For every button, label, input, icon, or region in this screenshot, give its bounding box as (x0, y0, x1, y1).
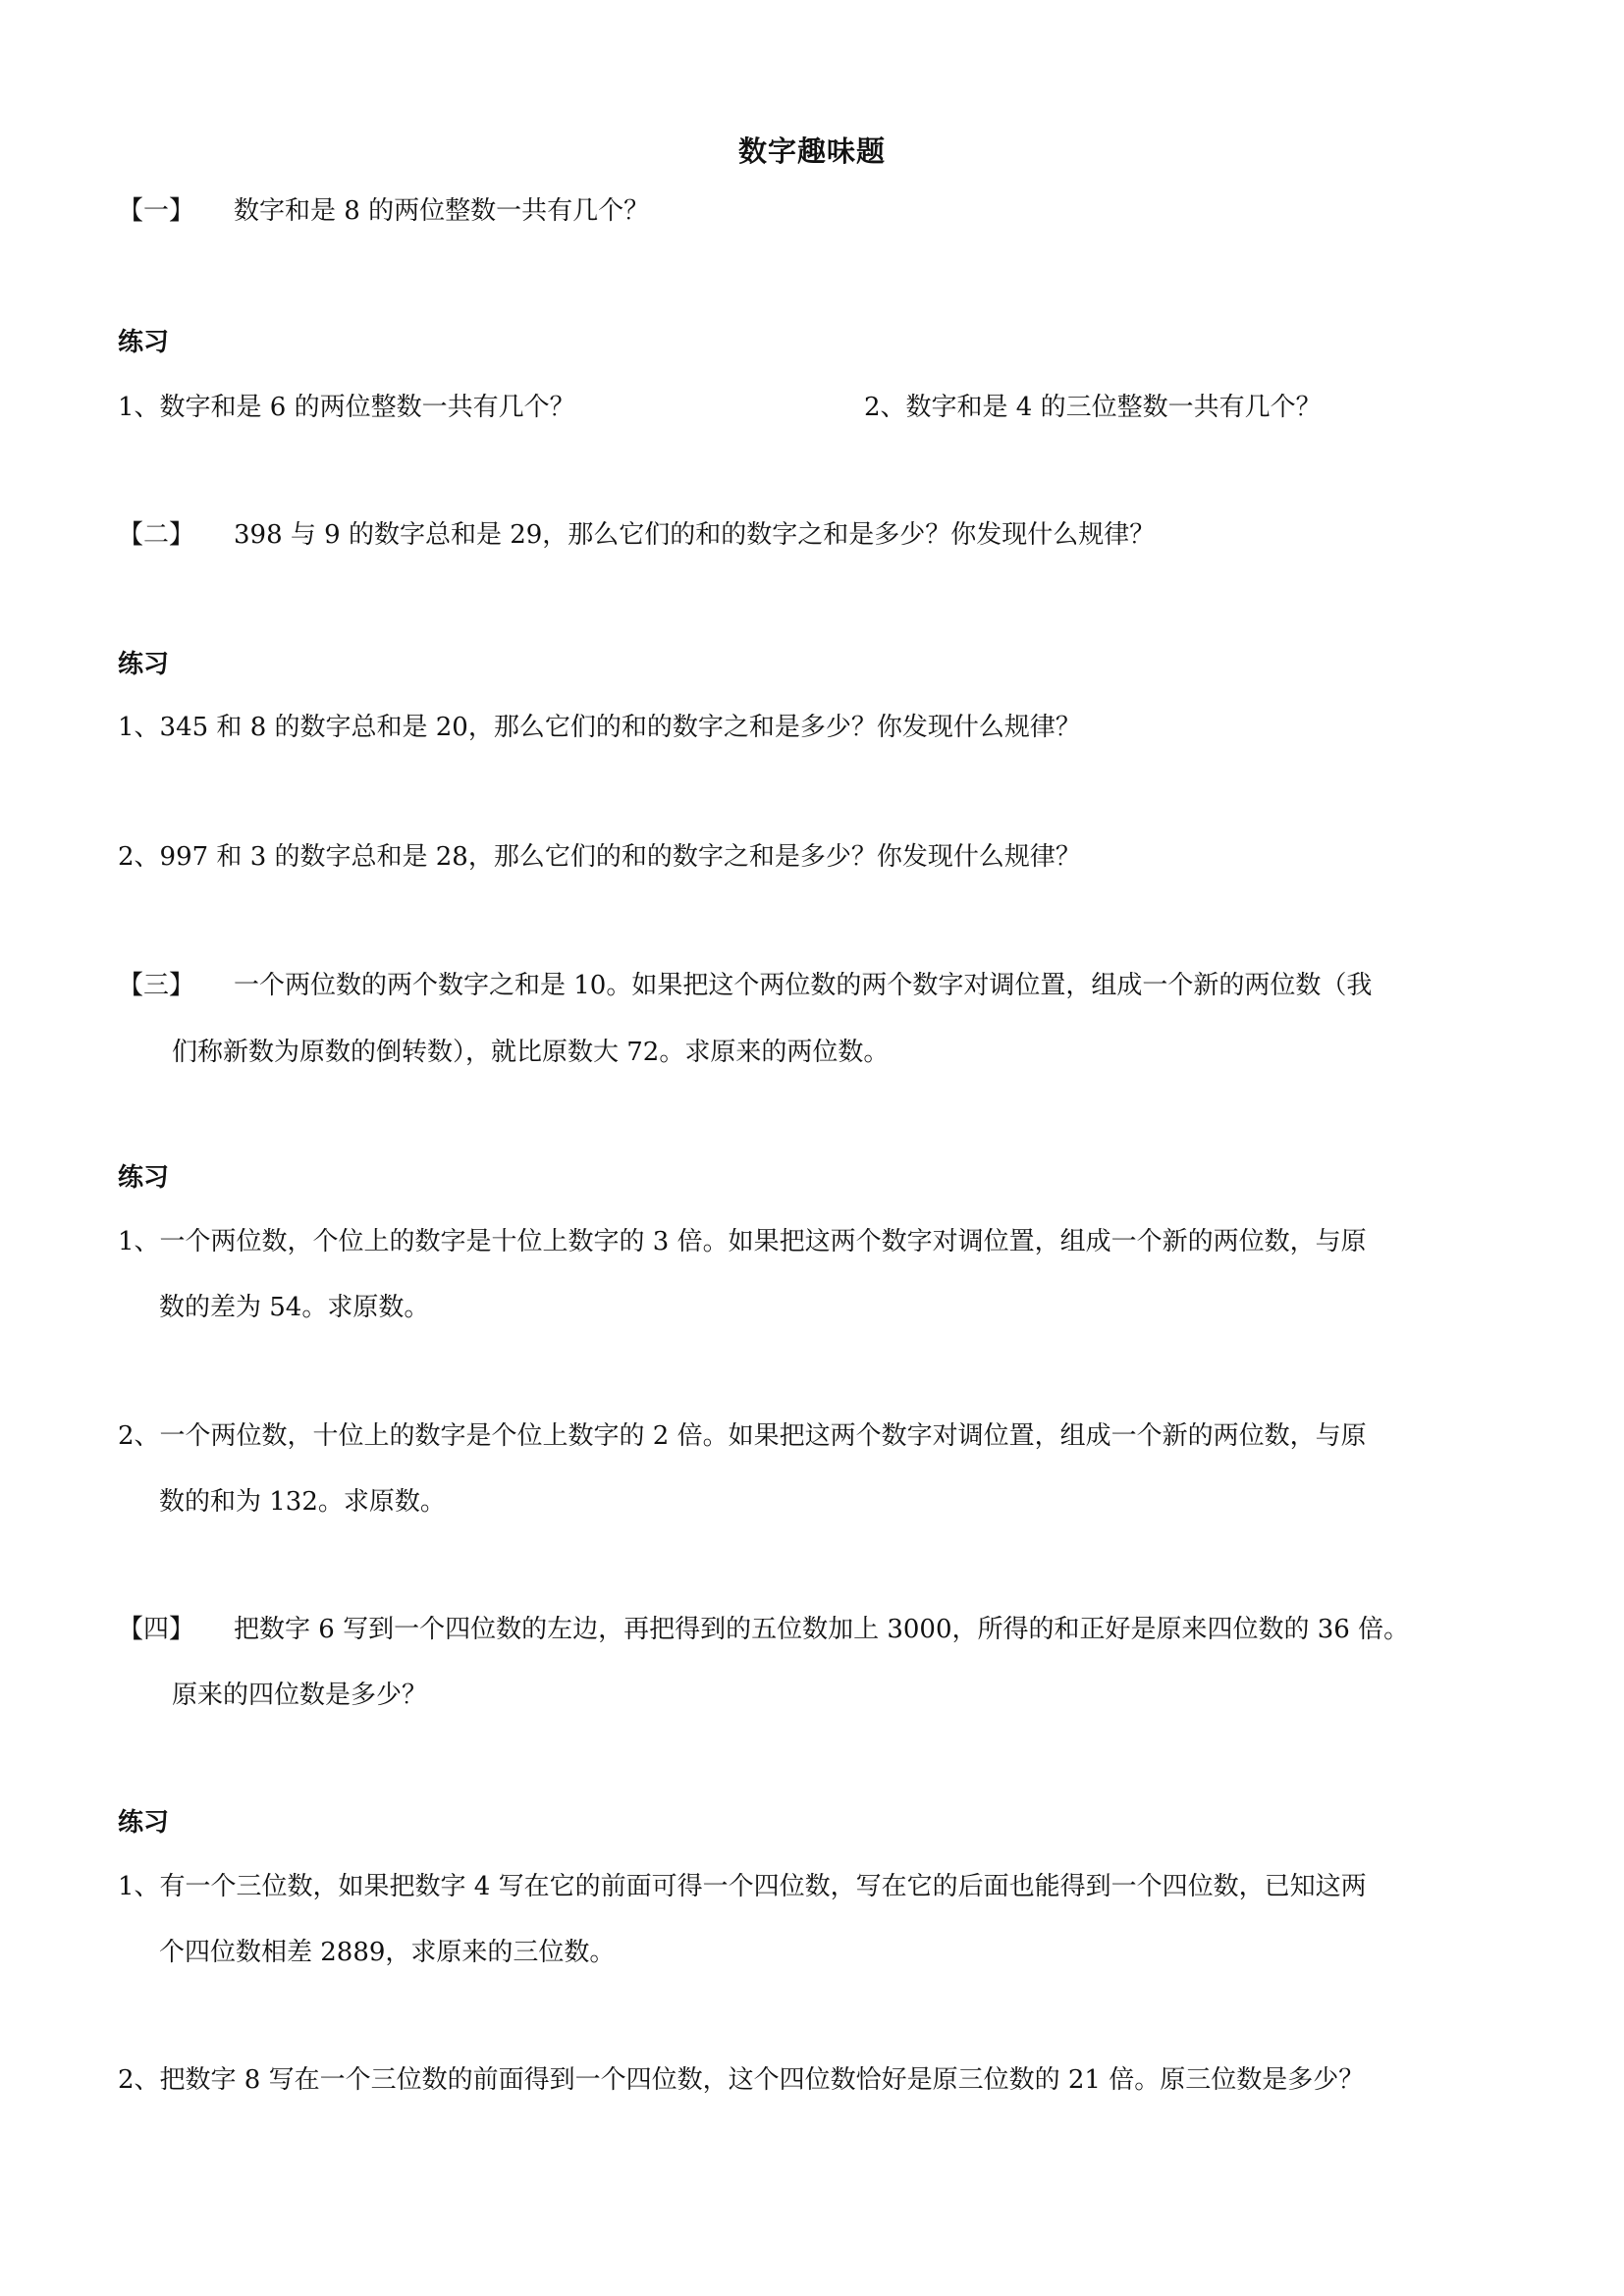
example-4-text-1: 把数字 6 写到一个四位数的左边，再把得到的五位数加上 3000，所得的和正好是原来四位数的 36 倍。 (234, 1615, 1410, 1644)
practice-2-heading: 练习 (118, 650, 170, 679)
example-3-text-1: 一个两位数的两个数字之和是 10。如果把这个两位数的两个数字对调位置，组成一个新的两位数（我 (234, 971, 1373, 1000)
example-4-line-2: 原来的四位数是多少？ (172, 1681, 428, 1710)
example-3-line-1 (118, 969, 1372, 1002)
practice-2-item-1: 1、345 和 8 的数字总和是 20，那么它们的和的数字之和是多少？你发现什么规律？ (118, 713, 1081, 742)
practice-4-item-2: 2、把数字 8 写在一个三位数的前面得到一个四位数，这个四位数恰好是原三位数的 21 倍。原三位数是多少？ (118, 2065, 1365, 2095)
example-1 (118, 194, 649, 228)
practice-3-item-2-line-2: 数的和为 132。求原数。 (159, 1487, 446, 1517)
practice-1-item-2: 2、数字和是 4 的三位整数一共有几个？ (864, 393, 1322, 422)
example-4-label: 【四】 (118, 1615, 195, 1644)
practice-1-item-1: 1、数字和是 6 的两位整数一共有几个？ (118, 393, 575, 422)
practice-3-item-2-line-1: 2、一个两位数，十位上的数字是个位上数字的 2 倍。如果把这两个数字对调位置，组成一个新的两位数，与原 (118, 1421, 1367, 1451)
example-1-text: 数字和是 8 的两位整数一共有几个？ (234, 196, 650, 226)
practice-1-heading: 练习 (118, 328, 170, 357)
example-3-label: 【三】 (118, 971, 195, 1000)
example-4-line-1 (118, 1613, 1409, 1646)
page-title: 数字趣味题 (737, 134, 886, 168)
example-2-text: 398 与 9 的数字总和是 29，那么它们的和的数字之和是多少？你发现什么规律？ (234, 520, 1156, 550)
example-3-line-2: 们称新数为原数的倒转数），就比原数大 72。求原来的两位数。 (172, 1038, 890, 1067)
practice-4-heading: 练习 (118, 1808, 170, 1838)
practice-2-item-2: 2、997 和 3 的数字总和是 28，那么它们的和的数字之和是多少？你发现什么规律？ (118, 842, 1081, 872)
practice-3-item-1-line-1: 1、一个两位数，个位上的数字是十位上数字的 3 倍。如果把这两个数字对调位置，组成一个新的两位数，与原 (118, 1227, 1367, 1256)
example-1-label: 【一】 (118, 196, 195, 226)
example-2 (118, 518, 1155, 552)
example-2-label: 【二】 (118, 520, 195, 550)
practice-4-item-1-line-1: 1、有一个三位数，如果把数字 4 写在它的前面可得一个四位数，写在它的后面也能得到一个四位数，已知这两 (118, 1872, 1367, 1901)
practice-4-item-1-line-2: 个四位数相差 2889，求原来的三位数。 (159, 1938, 616, 1967)
practice-3-heading: 练习 (118, 1163, 170, 1193)
practice-3-item-1-line-2: 数的差为 54。求原数。 (159, 1293, 430, 1322)
